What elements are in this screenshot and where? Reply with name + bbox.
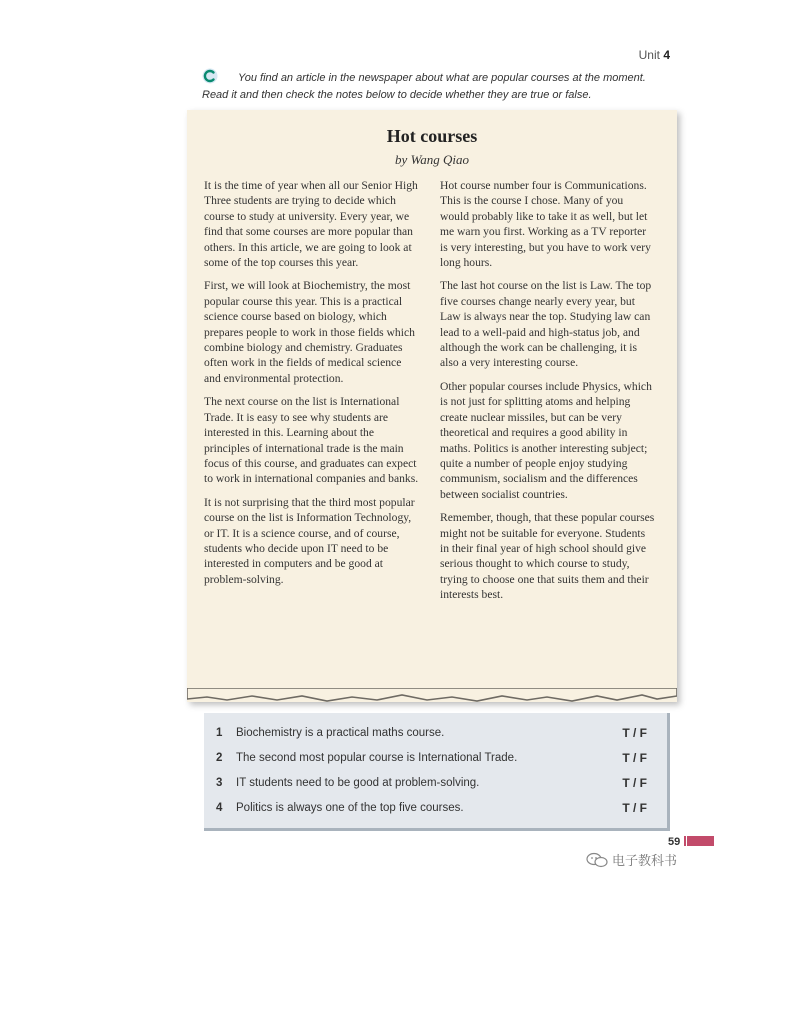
article-paragraph: The next course on the list is International Trade. It is easy to see why students are interested in this. Learning about the principles of international trade is the main focus of this course, and graduates can expect to work in international companies and banks. xyxy=(204,395,419,486)
tf-choice[interactable]: T / F xyxy=(622,751,647,765)
watermark: 电子教科书 xyxy=(586,850,677,872)
page-accent-tick xyxy=(684,836,686,846)
article-right-column xyxy=(440,178,655,611)
tf-choice[interactable]: T / F xyxy=(622,726,647,740)
tf-row: 2 The second most popular course is International Trade. T / F xyxy=(216,751,647,765)
true-false-panel xyxy=(204,713,670,831)
article-paragraph: It is not surprising that the third most popular course on the list is Information Technology, or IT. It is a science course, and of course, students who decide upon IT need to be interested in computers and be good at problem-solving. xyxy=(204,495,415,586)
article-byline: by Wang Qiao xyxy=(395,152,469,167)
instructions xyxy=(202,68,672,104)
article-paper xyxy=(187,110,677,702)
page-number: 59 xyxy=(668,836,681,848)
article-left-column xyxy=(204,178,419,595)
tf-row: 1 Biochemistry is a practical maths course. T / F xyxy=(216,726,647,740)
tf-row: 3 IT students need to be good at problem-solving. T / F xyxy=(216,776,647,790)
tf-row: 4 Politics is always one of the top five courses. T / F xyxy=(216,801,647,815)
article-paragraph: Remember, though, that these popular courses might not be suitable for everyone. Students in their final year of high school should give serious thought to which course to study, trying to choose one that suits them and their interests best. xyxy=(440,511,655,602)
article-paragraph: First, we will look at Biochemistry, the most popular course this year. This is a practical science course based on biology, which prepares people to work in those fields which combine biology and chemistry. Graduates often work in the fields of medical science and environmental protection. xyxy=(204,279,415,385)
article-paragraph: Hot course number four is Communications. This is the course I chose. Many of you would probably like to take it as well, but let me warn you first. Working as a TV reporter is very interesting, but you have to work very long hours. xyxy=(440,179,651,270)
article-paragraph: The last hot course on the list is Law. The top five courses change nearly every year, but Law is always near the top. Studying law can lead to a well-paid and high-status job, and although the work can be challenging, it is also a very interesting course. xyxy=(440,279,652,370)
torn-paper-edge xyxy=(187,688,677,708)
wechat-icon xyxy=(586,852,608,872)
article-title: Hot courses xyxy=(386,126,478,146)
article-paragraph: Other popular courses include Physics, which is not just for splitting atoms and helping create nuclear missiles, but can be very theoretical and requires a good ability in maths. Politics is another interesting subject; quite a number of people enjoy studying communism, socialism and the differences between socialist countries. xyxy=(440,379,652,501)
page-accent-bar xyxy=(687,836,714,846)
instructions-text: You find an article in the newspaper about what are popular courses at the moment. Read it and then check the notes below to decide whether they are true or false. xyxy=(202,72,646,101)
tf-choice[interactable]: T / F xyxy=(622,776,647,790)
article-paragraph: It is the time of year when all our Senior High Three students are trying to decide which course to study at university. Every year, we find that some courses are more popular than others. In this article, we are going to look at some of the top courses this year. xyxy=(204,179,418,270)
tf-choice[interactable]: T / F xyxy=(622,801,647,815)
c-circle-icon xyxy=(202,68,218,84)
unit-label: Unit 4 xyxy=(638,48,670,62)
